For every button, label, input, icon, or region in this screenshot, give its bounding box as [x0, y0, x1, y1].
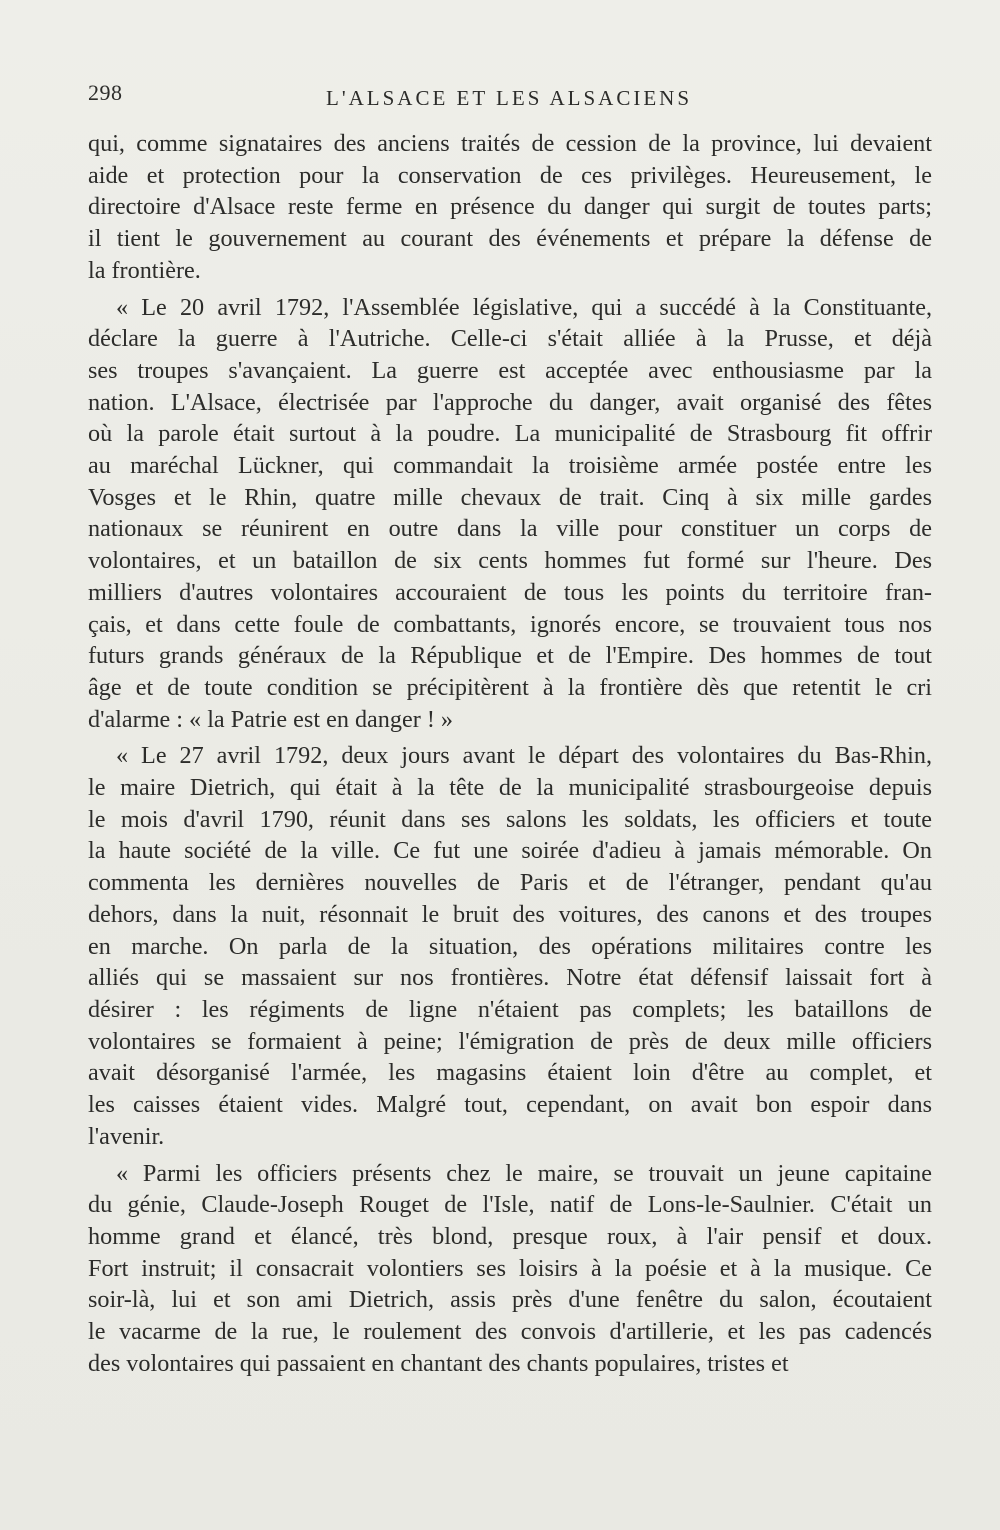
text-line: au maréchal Lückner, qui commandait la troisième armée postée entre les [88, 452, 932, 480]
text-line: désirer : les régiments de ligne n'étaient pas complets; les bataillons de [88, 995, 932, 1023]
text-line: l'avenir. [88, 1122, 165, 1150]
text-line: où la parole était surtout à la poudre. La municipalité de Strasbourg fit offrir [88, 420, 932, 448]
text-line: dehors, dans la nuit, résonnait le bruit des voitures, des canons et des troupes [88, 900, 932, 928]
text-line: Vosges et le Rhin, quatre mille chevaux de trait. Cinq à six mille gardes [88, 483, 932, 511]
text-line: Fort instruit; il consacrait volontiers ses loisirs à la poésie et à la musique. Ce [88, 1254, 932, 1282]
text-line: futurs grands généraux de la République et de l'Empire. Des hommes de tout [88, 642, 932, 670]
paragraph [88, 740, 932, 1152]
paragraph [88, 128, 932, 287]
text-line: nation. L'Alsace, électrisée par l'approche du danger, avait organisé des fêtes [88, 388, 932, 416]
text-line: aide et protection pour la conservation de ces privilèges. Heureusement, le [88, 161, 932, 189]
running-head [88, 80, 930, 120]
text-line: le vacarme de la rue, le roulement des convois d'artillerie, et les pas cadencés [88, 1318, 932, 1346]
text-line: volontaires se formaient à peine; l'émigration de près de deux mille officiers [88, 1027, 932, 1055]
text-line: milliers d'autres volontaires accouraient de tous les points du territoire fran- [88, 578, 932, 606]
running-title: L'ALSACE ET LES ALSACIENS [326, 86, 692, 110]
text-line: déclare la guerre à l'Autriche. Celle-ci s'était alliée à la Prusse, et déjà [88, 325, 932, 353]
text-line: qui, comme signataires des anciens traités de cession de la province, lui devaient [88, 130, 932, 157]
text-line: « Le 20 avril 1792, l'Assemblée législative, qui a succédé à la Constituante, [116, 293, 932, 321]
text-line: çais, et dans cette foule de combattants, ignorés encore, se trouvaient tous nos [88, 610, 932, 638]
text-line: homme grand et élancé, très blond, presque roux, à l'air pensif et doux. [88, 1222, 932, 1250]
text-line: « Le 27 avril 1792, deux jours avant le départ des volontaires du Bas-Rhin, [116, 742, 932, 770]
page-number: 298 [88, 80, 123, 105]
paragraph [88, 1158, 932, 1380]
text-line: commenta les dernières nouvelles de Paris et de l'étranger, pendant qu'au [88, 869, 932, 897]
text-line: nationaux se réunirent en outre dans la ville pour constituer un corps de [88, 515, 932, 543]
text-line: d'alarme : « la Patrie est en danger ! » [88, 705, 454, 733]
paragraph [88, 292, 932, 736]
text-line: « Parmi les officiers présents chez le maire, se trouvait un jeune capitaine [116, 1159, 932, 1187]
text-line: il tient le gouvernement au courant des événements et prépare la défense de [88, 225, 932, 253]
text-line: la haute société de la ville. Ce fut une soirée d'adieu à jamais mémorable. On [88, 837, 932, 865]
text-line: le mois d'avril 1790, réunit dans ses salons les soldats, les officiers et toute [88, 805, 932, 833]
text-line: directoire d'Alsace reste ferme en présence du danger qui surgit de toutes parts; [88, 193, 932, 221]
text-line: en marche. On parla de la situation, des opérations militaires contre les [88, 932, 932, 960]
text-line: âge et de toute condition se précipitèrent à la frontière dès que retentit le cri [88, 673, 932, 701]
text-line: volontaires, et un bataillon de six cents hommes fut formé sur l'heure. Des [88, 547, 932, 575]
text-line: la frontière. [88, 256, 201, 284]
text-line: alliés qui se massaient sur nos frontières. Notre état défensif laissait fort à [88, 964, 932, 992]
body-text [88, 128, 932, 1379]
text-line: des volontaires qui passaient en chantant des chants populaires, tristes et [88, 1349, 789, 1377]
text-line: le maire Dietrich, qui était à la tête de la municipalité strasbourgeoise depuis [88, 774, 932, 802]
text-line: avait désorganisé l'armée, les magasins étaient loin d'être au complet, et [88, 1059, 932, 1087]
text-line: soir-là, lui et son ami Dietrich, assis près d'une fenêtre du salon, écoutaient [88, 1286, 932, 1314]
text-line: du génie, Claude-Joseph Rouget de l'Isle, natif de Lons-le-Saulnier. C'était un [88, 1191, 932, 1219]
text-line: les caisses étaient vides. Malgré tout, cependant, on avait bon espoir dans [88, 1091, 932, 1119]
text-line: ses troupes s'avançaient. La guerre est acceptée avec enthousiasme par la [88, 356, 932, 384]
